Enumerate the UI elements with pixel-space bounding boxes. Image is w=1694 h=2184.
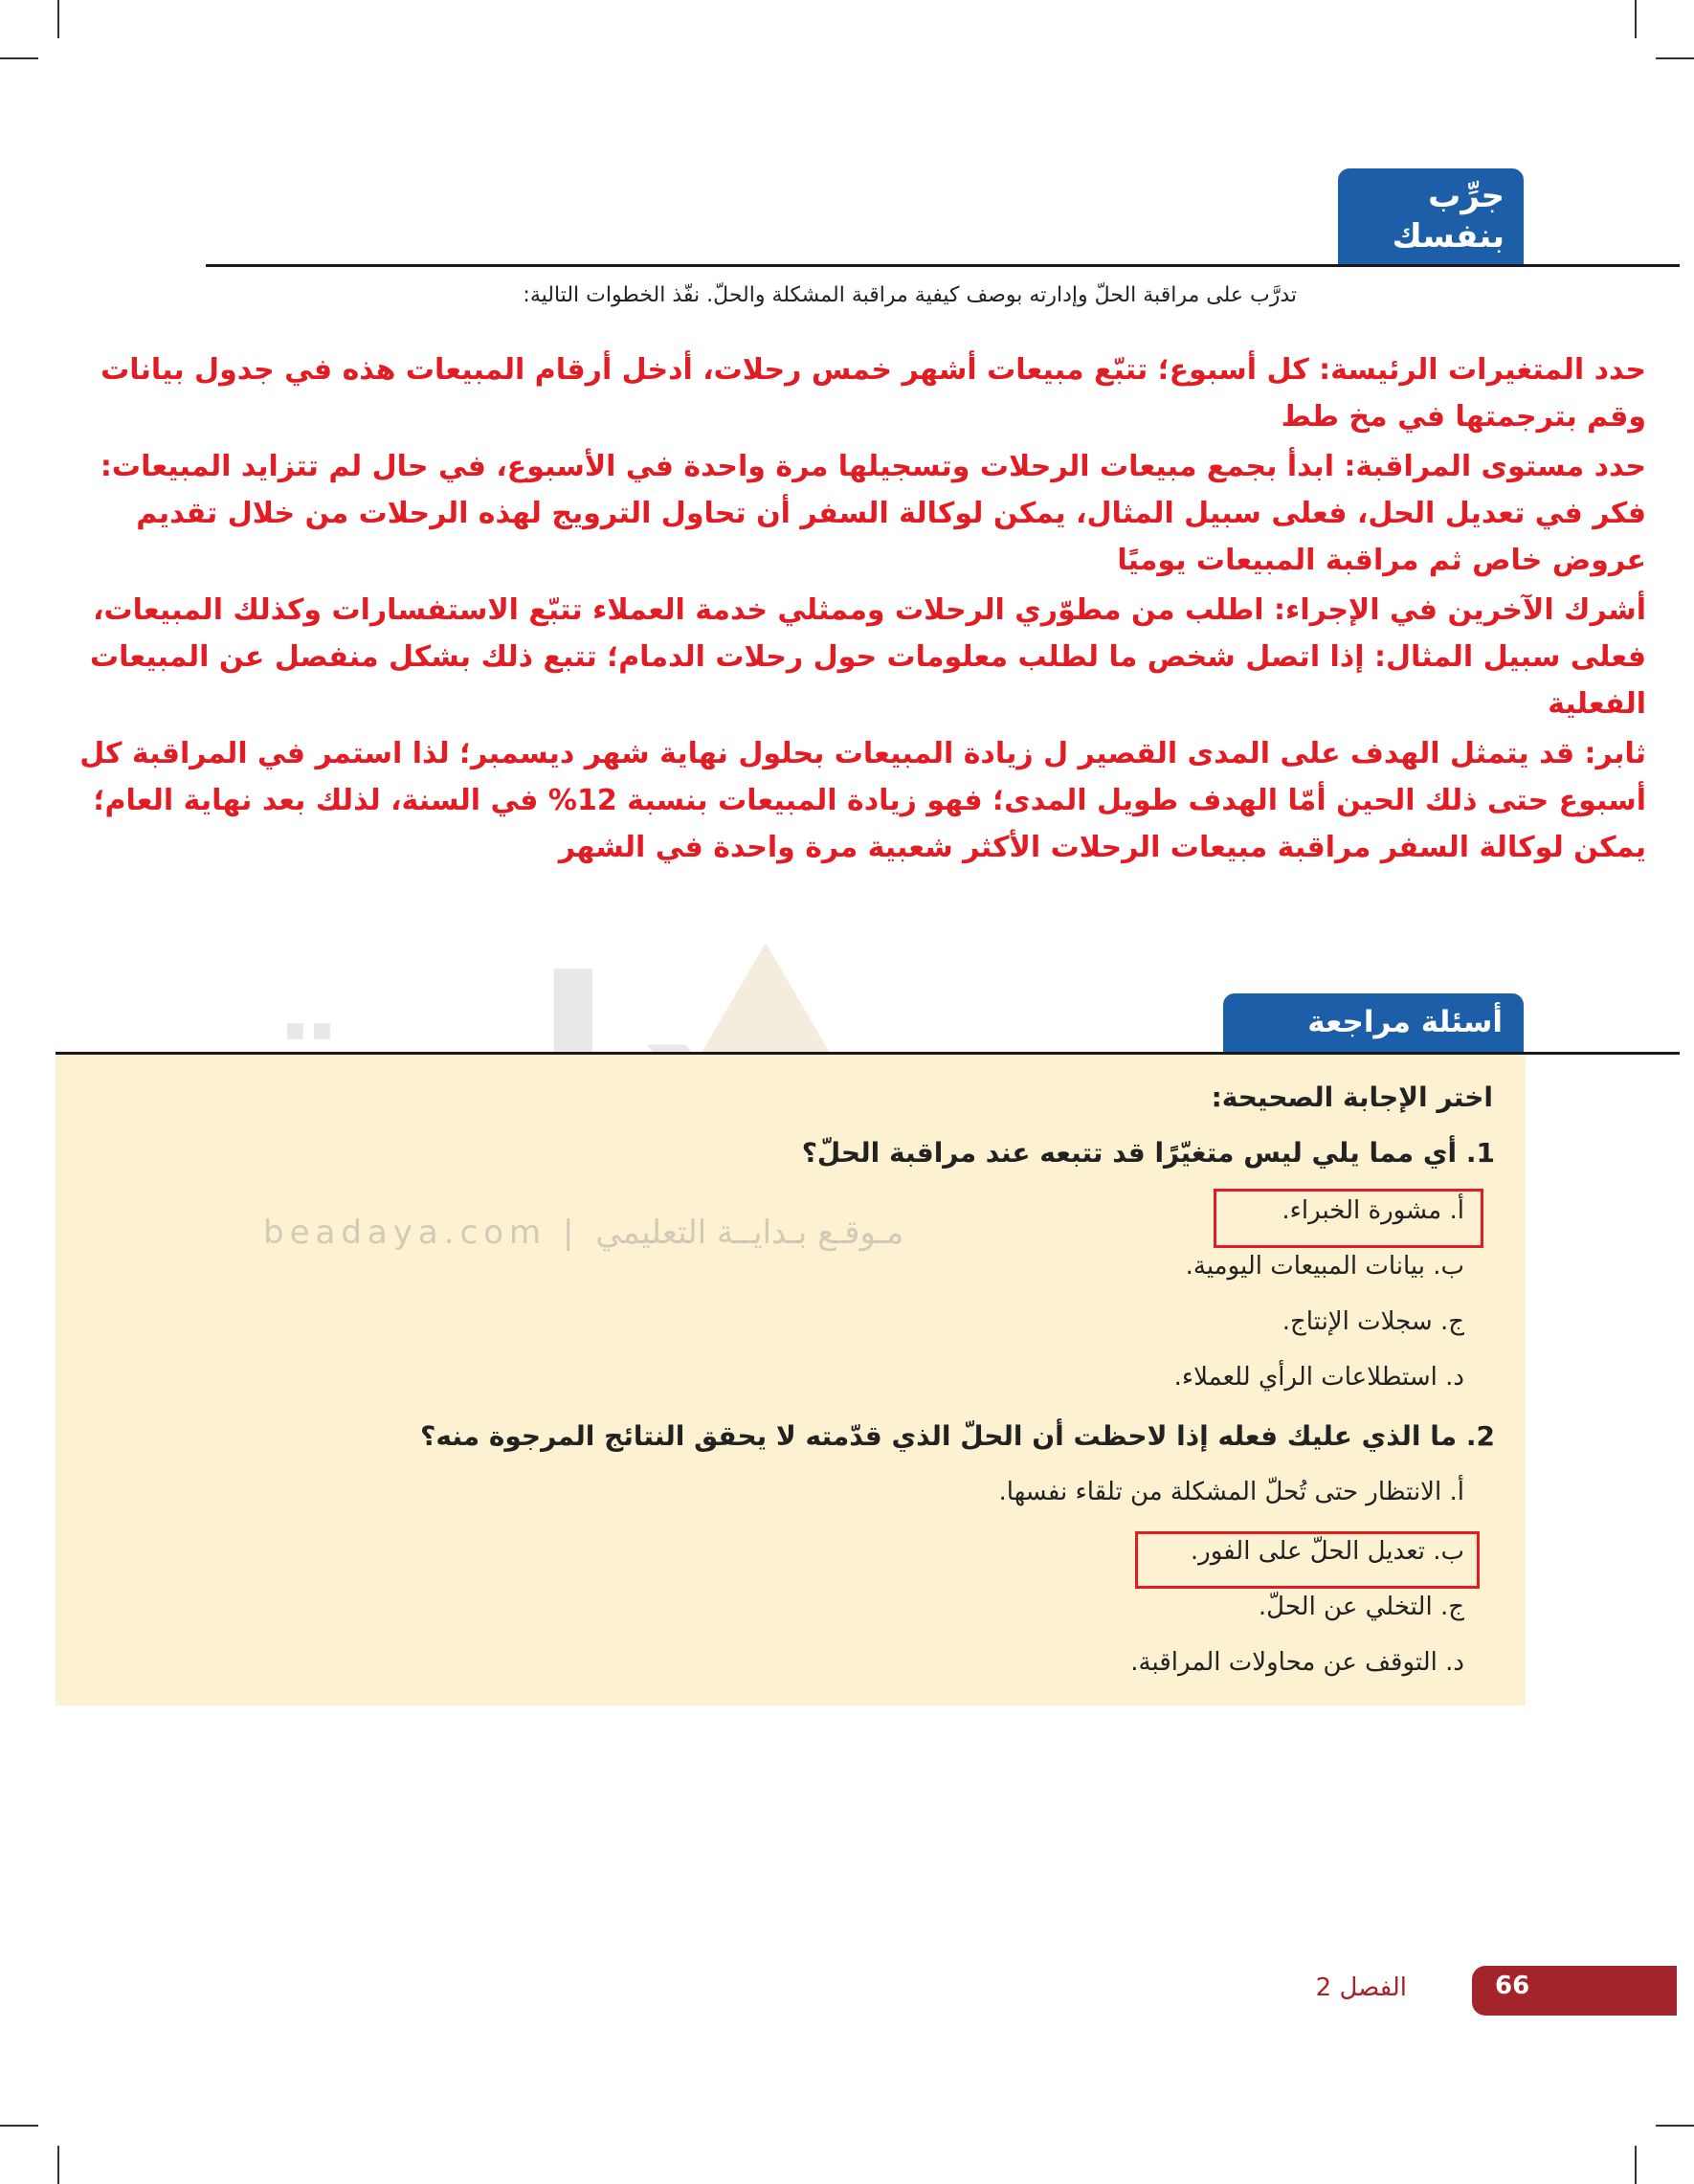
crop-mark — [0, 57, 38, 59]
section-rule — [206, 264, 1680, 267]
q2-option-c[interactable]: ج. التخلي عن الحلّ. — [1258, 1593, 1464, 1621]
crop-mark — [1656, 57, 1694, 59]
crop-mark — [57, 0, 59, 38]
answer-paragraph: حدد المتغيرات الرئيسة: كل أسبوع؛ تتبّع مبيعات أشهر خمس رحلات، أدخل أرقام المبيعات هذه في جدول بيانات وقم بترجمتها في مخ طط — [100, 353, 1646, 434]
crop-mark — [1656, 2125, 1694, 2127]
try-yourself-line2: بنفسك — [1392, 217, 1505, 256]
correct-answer-highlight — [1214, 1189, 1483, 1248]
review-questions-tab: أسئلة مراجعة — [1223, 993, 1524, 1053]
question-2: 2. ما الذي عليك فعله إذا لاحظت أن الحلّ الذي قدّمته لا يحقق النتائج المرجوة منه؟ — [420, 1420, 1495, 1452]
chapter-label: الفصل 2 — [1315, 1973, 1407, 2002]
q1-option-d[interactable]: د. استطلاعات الرأي للعملاء. — [1173, 1363, 1464, 1392]
answer-paragraph: أشرك الآخرين في الإجراء: اطلب من مطوّري الرحلات وممثلي خدمة العملاء تتبّع الاستفسارات وكذلك المبيعات، فعلى سبيل المثال: إذا اتصل شخص ما لطلب معلومات حول رحلات الدمام؛ تتبع ذلك بشكل منفصل عن المبيعات الفعلية — [89, 593, 1646, 721]
q1-option-c[interactable]: ج. سجلات الإنتاج. — [1282, 1307, 1464, 1336]
correct-answer-highlight — [1135, 1531, 1480, 1589]
q1-option-a[interactable]: أ. مشورة الخبراء. — [1282, 1196, 1464, 1225]
crop-mark — [0, 2125, 38, 2127]
q1-option-b[interactable]: ب. بيانات المبيعات اليومية. — [1185, 1252, 1464, 1281]
q2-option-b[interactable]: ب. تعديل الحلّ على الفور. — [1190, 1537, 1464, 1566]
q2-option-d[interactable]: د. التوقف عن محاولات المراقبة. — [1130, 1648, 1464, 1677]
crop-mark — [1635, 2146, 1637, 2184]
review-instruction: اختر الإجابة الصحيحة: — [1211, 1081, 1493, 1113]
try-yourself-line1: جرِّب — [1428, 177, 1505, 215]
watermark-url: beadaya.com | مـوقـع بـدايــة التعليمي — [263, 1214, 904, 1252]
page-number: 66 — [1495, 1972, 1530, 2000]
answer-paragraph: ثابر: قد يتمثل الهدف على المدى القصير ل زيادة المبيعات بحلول نهاية شهر ديسمبر؛ لذا استمر في المراقبة كل أسبوع حتى ذلك الحين أمّا الهدف طويل المدى؛ فهو زيادة المبيعات بنسبة 12% في السنة، لذلك بعد نهاية العام؛ يمكن لوكالة السفر مراقبة مبيعات الرحلات الأكثر شعبية مرة واحدة في الشهر — [79, 737, 1646, 864]
try-yourself-tab — [1338, 168, 1524, 264]
crop-mark — [1635, 0, 1637, 38]
crop-mark — [57, 2146, 59, 2184]
answer-paragraph: حدد مستوى المراقبة: ابدأ بجمع مبيعات الرحلات وتسجيلها مرة واحدة في الأسبوع، في حال لم تتزايد المبيعات: فكر في تعديل الحل، فعلى سبيل المثال، يمكن لوكالة السفر أن تحاول الترويج لهذه الرحلات من خلال تقديم عروض خاص ثم مراقبة المبيعات يوميًا — [100, 450, 1646, 577]
intro-text: تدرَّب على مراقبة الحلّ وإدارته بوصف كيفية مراقبة المشكلة والحلّ. نفّذ الخطوات التالية: — [523, 283, 1297, 307]
question-1: 1. أي مما يلي ليس متغيّرًا قد تتبعه عند مراقبة الحلّ؟ — [801, 1137, 1495, 1169]
q2-option-a[interactable]: أ. الانتظار حتى تُحلّ المشكلة من تلقاء نفسها. — [998, 1478, 1464, 1506]
answer-block — [57, 346, 1646, 874]
